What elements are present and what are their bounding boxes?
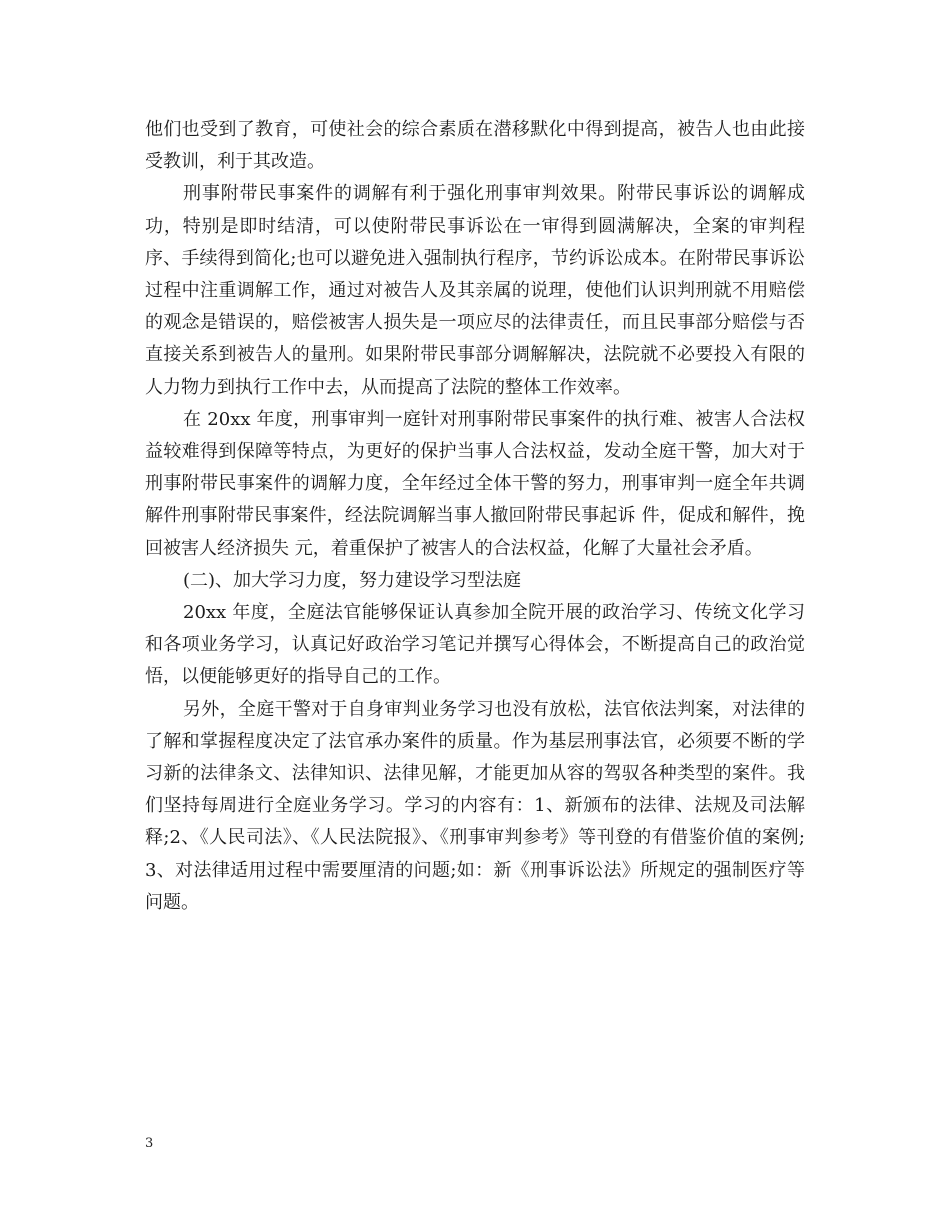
paragraph-1: 他们也受到了教育，可使社会的综合素质在潜移默化中得到提高，被告人也由此接受教训，利于其改造。 [145, 119, 805, 173]
paragraph-5: 另外，全庭干警对于自身审判业务学习也没有放松，法官依法判案，对法律的了解和掌握程度决定了法官承办案件的质量。作为基层刑事法官，必须要不断的学习新的法律条文、法律知识、法律见解，才能更加从容的驾驭各种类型的案件。我们坚持每周进行全庭业务学习。学习的内容有：1、新颁布的法律、法规及司法解释;2、《人民司法》、《人民法院报》、《刑事审判参考》等刊登的有借鉴价值的案例;3、对法律适用过程中需要厘清的问题;如：新《刑事诉讼法》所规定的强制医疗等问题。 [145, 698, 805, 913]
page-number: 3 [145, 1136, 154, 1151]
paragraph-2: 刑事附带民事案件的调解有利于强化刑事审判效果。附带民事诉讼的调解成功，特别是即时结清，可以使附带民事诉讼在一审得到圆满解决，全案的审判程序、手续得到简化;也可以避免进入强制执行程序，节约诉讼成本。在附带民事诉讼过程中注重调解工作，通过对被告人及其亲属的说理，使他们认识判刑就不用赔偿的观念是错误的，赔偿被害人损失是一项应尽的法律责任，而且民事部分赔偿与否直接关系到被告人的量刑。如果附带民事部分调解解决，法院就不必要投入有限的人力物力到执行工作中去，从而提高了法院的整体工作效率。 [145, 183, 805, 398]
body-text [145, 114, 805, 919]
section-heading: (二)、加大学习力度，努力建设学习型法庭 [183, 569, 522, 591]
paragraph-3: 在 20xx 年度，刑事审判一庭针对刑事附带民事案件的执行难、被害人合法权益较难得到保障等特点，为更好的保护当事人合法权益，发动全庭干警，加大对于刑事附带民事案件的调解力度，全年经过全体干警的努力，刑事审判一庭全年共调解件刑事附带民事案件，经法院调解当事人撤回附带民事起诉 件，促成和解件，挽回被害人经济损失 元，着重保护了被害人的合法权益，化解了大量社会矛盾。 [145, 408, 805, 559]
paragraph-4: 20xx 年度，全庭法官能够保证认真参加全院开展的政治学习、传统文化学习和各项业务学习，认真记好政治学习笔记并撰写心得体会，不断提高自己的政治觉悟，以便能够更好的指导自己的工作。 [145, 602, 805, 688]
